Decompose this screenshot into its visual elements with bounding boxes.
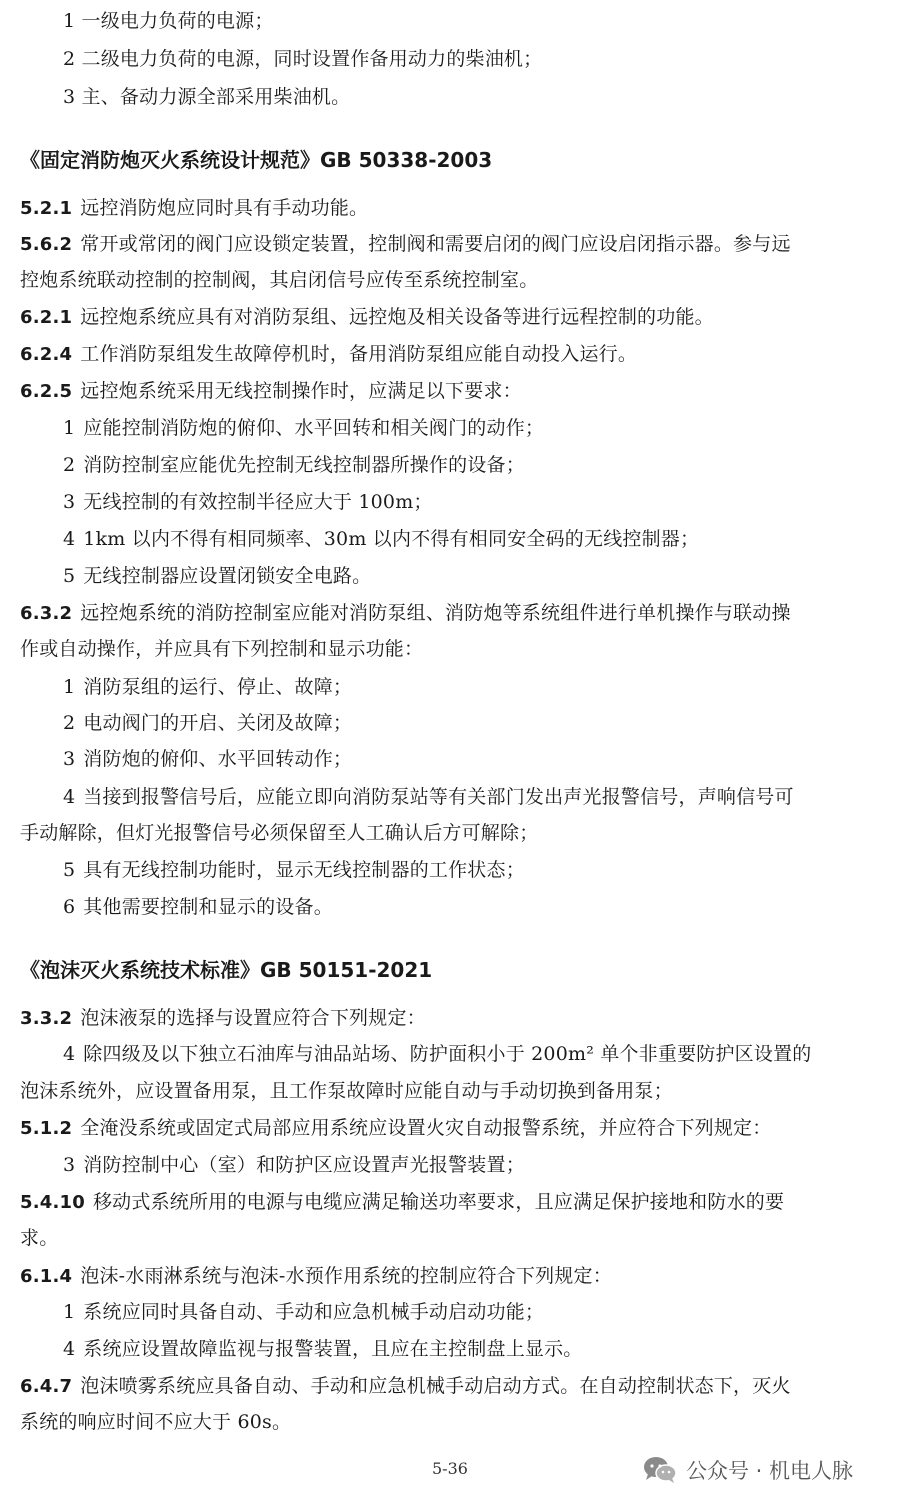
clause-number: 3.3.2 xyxy=(20,1008,73,1029)
item-number: 1 xyxy=(63,1301,76,1323)
clause-number: 6.4.7 xyxy=(20,1376,73,1397)
section-heading: 《泡沫灭火系统技术标准》GB 50151-2021 xyxy=(20,958,433,982)
item-text: 系统应设置故障监视与报警装置，且应在主控制盘上显示。 xyxy=(83,1338,583,1360)
clause-line xyxy=(20,1189,900,1215)
list-item xyxy=(63,894,900,920)
item-text: 消防炮的俯仰、水平回转动作； xyxy=(83,748,353,770)
list-item xyxy=(63,1336,900,1362)
clause-text: 泡沫-水雨淋系统与泡沫-水预作用系统的控制应符合下列规定： xyxy=(80,1265,612,1287)
clause-continuation: 作或自动操作，并应具有下列控制和显示功能： xyxy=(20,638,424,660)
list-item xyxy=(63,1152,900,1178)
item-text: 具有无线控制功能时，显示无线控制器的工作状态； xyxy=(83,859,525,881)
clause-number: 5.1.2 xyxy=(20,1118,73,1139)
item-number: 1 xyxy=(63,676,76,698)
intro-item: 2 二级电力负荷的电源，同时设置作备用动力的柴油机； xyxy=(63,48,543,70)
list-item xyxy=(63,563,900,589)
clause-number: 6.2.1 xyxy=(20,307,73,328)
clause-continuation: 求。 xyxy=(20,1227,59,1249)
clause-text: 远控炮系统采用无线控制操作时，应满足以下要求： xyxy=(80,380,522,402)
list-item xyxy=(63,710,900,736)
clause-number: 5.6.2 xyxy=(20,234,73,255)
clause-text: 远控炮系统的消防控制室应能对消防泵组、消防炮等系统组件进行单机操作与联动操 xyxy=(80,602,791,624)
item-number: 6 xyxy=(63,896,76,918)
clause-text: 工作消防泵组发生故障停机时，备用消防泵组应能自动投入运行。 xyxy=(80,343,638,365)
clause-continuation: 系统的响应时间不应大于 60s。 xyxy=(20,1411,292,1433)
clause-continuation: 手动解除，但灯光报警信号必须保留至人工确认后方可解除； xyxy=(20,822,539,844)
item-number: 2 xyxy=(63,712,76,734)
list-item xyxy=(63,746,900,772)
item-number: 2 xyxy=(63,454,76,476)
list-item xyxy=(63,1041,900,1067)
clause-line xyxy=(20,231,900,257)
watermark-text: 公众号 · 机电人脉 xyxy=(686,1459,854,1483)
clause-number: 6.1.4 xyxy=(20,1266,73,1287)
section-heading: 《固定消防炮灭火系统设计规范》GB 50338-2003 xyxy=(20,148,493,172)
clause-line xyxy=(20,600,900,626)
item-number: 4 xyxy=(63,786,76,808)
item-text: 其他需要控制和显示的设备。 xyxy=(83,896,333,918)
item-number: 4 xyxy=(63,1043,76,1065)
list-item xyxy=(63,857,900,883)
list-item xyxy=(63,1299,900,1325)
item-text: 无线控制器应设置闭锁安全电路。 xyxy=(83,565,372,587)
item-text: 1km 以内不得有相同频率、30m 以内不得有相同安全码的无线控制器； xyxy=(83,528,700,550)
intro-item: 1 一级电力负荷的电源； xyxy=(63,10,274,32)
clause-line xyxy=(20,341,900,367)
item-number: 4 xyxy=(63,528,76,550)
wechat-icon xyxy=(642,1455,678,1485)
item-text: 消防控制中心（室）和防护区应设置声光报警装置； xyxy=(83,1154,525,1176)
clause-text: 泡沫液泵的选择与设置应符合下列规定： xyxy=(80,1007,426,1029)
clause-text: 远控炮系统应具有对消防泵组、远控炮及相关设备等进行远程控制的功能。 xyxy=(80,306,714,328)
list-item xyxy=(63,452,900,478)
clause-number: 6.2.4 xyxy=(20,344,73,365)
item-text: 系统应同时具备自动、手动和应急机械手动启动功能； xyxy=(83,1301,545,1323)
item-text: 除四级及以下独立石油库与油品站场、防护面积小于 200m² 单个非重要防护区设置的 xyxy=(83,1043,812,1065)
watermark xyxy=(642,1452,853,1488)
clause-line xyxy=(20,195,900,221)
clause-line xyxy=(20,1373,900,1399)
item-text: 无线控制的有效控制半径应大于 100m； xyxy=(83,491,433,513)
clause-text: 移动式系统所用的电源与电缆应满足输送功率要求，且应满足保护接地和防水的要 xyxy=(92,1191,785,1213)
clause-line xyxy=(20,1005,900,1031)
intro-item: 3 主、备动力源全部采用柴油机。 xyxy=(63,86,351,108)
item-number: 3 xyxy=(63,748,76,770)
list-item xyxy=(63,674,900,700)
list-item xyxy=(63,489,900,515)
item-text: 消防控制室应能优先控制无线控制器所操作的设备； xyxy=(83,454,525,476)
clause-text: 远控消防炮应同时具有手动功能。 xyxy=(80,197,369,219)
item-number: 5 xyxy=(63,565,76,587)
clause-line xyxy=(20,378,900,404)
item-number: 5 xyxy=(63,859,76,881)
item-number: 3 xyxy=(63,1154,76,1176)
clause-number: 5.4.10 xyxy=(20,1192,85,1213)
list-item xyxy=(63,415,900,441)
item-text: 应能控制消防炮的俯仰、水平回转和相关阀门的动作； xyxy=(83,417,545,439)
item-text: 当接到报警信号后，应能立即向消防泵站等有关部门发出声光报警信号，声响信号可 xyxy=(83,786,794,808)
clause-continuation: 控炮系统联动控制的控制阀，其启闭信号应传至系统控制室。 xyxy=(20,269,539,291)
clause-text: 常开或常闭的阀门应设锁定装置，控制阀和需要启闭的阀门应设启闭指示器。参与远 xyxy=(80,233,791,255)
item-text: 消防泵组的运行、停止、故障； xyxy=(83,676,353,698)
clause-continuation: 泡沫系统外，应设置备用泵，且工作泵故障时应能自动与手动切换到备用泵； xyxy=(20,1080,673,1102)
list-item xyxy=(63,784,900,810)
item-number: 4 xyxy=(63,1338,76,1360)
item-text: 电动阀门的开启、关闭及故障； xyxy=(83,712,353,734)
clause-line xyxy=(20,1263,900,1289)
clause-number: 6.2.5 xyxy=(20,381,73,402)
clause-text: 泡沫喷雾系统应具备自动、手动和应急机械手动启动方式。在自动控制状态下，灭火 xyxy=(80,1375,791,1397)
list-item xyxy=(63,526,900,552)
clause-number: 6.3.2 xyxy=(20,603,73,624)
clause-line xyxy=(20,1115,900,1141)
clause-number: 5.2.1 xyxy=(20,198,73,219)
item-number: 1 xyxy=(63,417,76,439)
page-number: 5-36 xyxy=(432,1459,468,1478)
clause-line xyxy=(20,304,900,330)
clause-text: 全淹没系统或固定式局部应用系统应设置火灾自动报警系统，并应符合下列规定： xyxy=(80,1117,772,1139)
item-number: 3 xyxy=(63,491,76,513)
